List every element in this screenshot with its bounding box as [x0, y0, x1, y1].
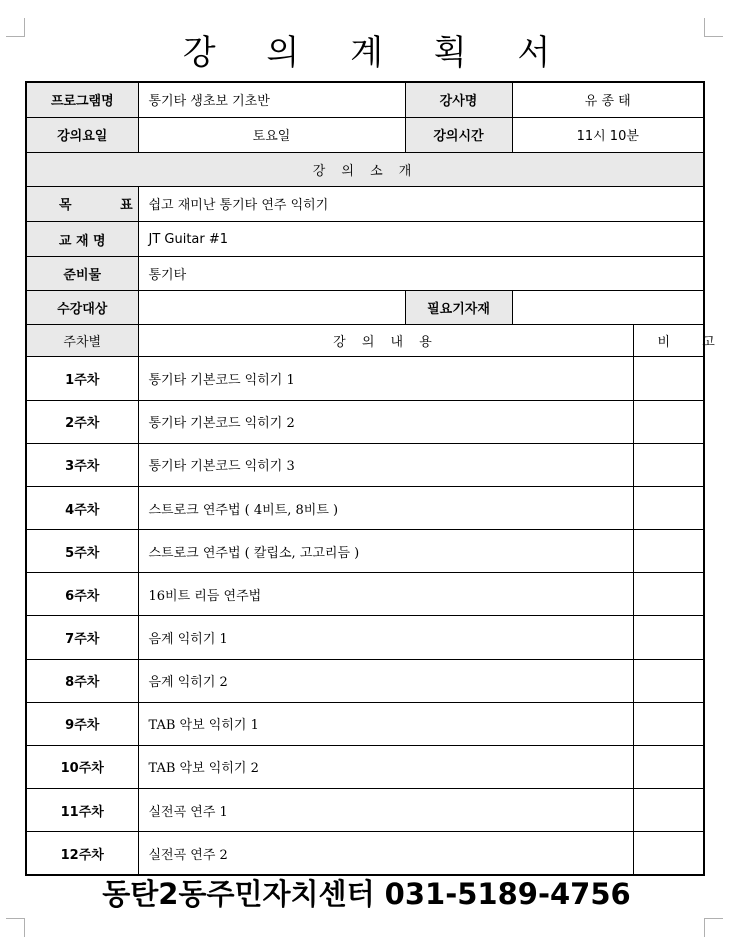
week-content: 음계 익히기 2 [138, 659, 633, 702]
day-label: 강의요일 [26, 117, 138, 152]
week-content: 통기타 기본코드 익히기 2 [138, 400, 633, 443]
row-textbook [26, 222, 704, 257]
week-note [633, 400, 704, 443]
week-content: 통기타 기본코드 익히기 3 [138, 443, 633, 486]
lecture-plan-table [25, 81, 729, 876]
equipment-value [512, 291, 704, 325]
week-row [26, 616, 704, 659]
week-note [633, 616, 704, 659]
week-row [26, 357, 704, 400]
row-program [26, 82, 704, 117]
week-number: 11주차 [26, 789, 138, 832]
week-number: 5주차 [26, 530, 138, 573]
week-number: 4주차 [26, 486, 138, 529]
document-title: 강 의 계 획 서 [182, 33, 571, 73]
week-content: 스트로크 연주법 ( 4비트, 8비트 ) [138, 486, 633, 529]
week-number: 9주차 [26, 702, 138, 745]
week-number: 8주차 [26, 659, 138, 702]
week-content: 통기타 기본코드 익히기 1 [138, 357, 633, 400]
week-row [26, 400, 704, 443]
week-row [26, 832, 704, 875]
week-content: TAB 악보 익히기 2 [138, 745, 633, 788]
program-value: 통기타 생초보 기초반 [138, 82, 405, 117]
goal-value: 쉽고 재미난 통기타 연주 익히기 [138, 186, 704, 221]
instructor-value: 유 종 태 [512, 82, 704, 117]
week-number: 1주차 [26, 357, 138, 400]
time-value: 11시 10분 [512, 117, 704, 152]
crop-mark-bottom-left [6, 918, 25, 937]
footer-contact: 동탄2동주민자치센터 031-5189-4756 [102, 877, 631, 911]
row-schedule-info [26, 117, 704, 152]
week-number: 10주차 [26, 745, 138, 788]
textbook-label: 교 재 명 [26, 222, 138, 257]
equipment-label: 필요기자재 [405, 291, 512, 325]
intro-header: 강 의 소 개 [26, 152, 704, 186]
week-number: 12주차 [26, 832, 138, 875]
supplies-value: 통기타 [138, 257, 704, 291]
crop-mark-bottom-right [704, 918, 723, 937]
week-row [26, 659, 704, 702]
row-target [26, 291, 704, 325]
program-label: 프로그램명 [26, 82, 138, 117]
week-content: 실전곡 연주 1 [138, 789, 633, 832]
week-number: 6주차 [26, 573, 138, 616]
week-row [26, 530, 704, 573]
note-header: 비 고 [633, 325, 704, 357]
week-row [26, 573, 704, 616]
goal-label: 목 표 [26, 186, 138, 221]
week-row [26, 789, 704, 832]
week-note [633, 573, 704, 616]
week-number: 3주차 [26, 443, 138, 486]
row-schedule-header [26, 325, 704, 357]
textbook-value: JT Guitar #1 [138, 222, 704, 257]
week-note [633, 443, 704, 486]
week-note [633, 357, 704, 400]
instructor-label: 강사명 [405, 82, 512, 117]
week-content: 스트로크 연주법 ( 칼립소, 고고리듬 ) [138, 530, 633, 573]
week-note [633, 702, 704, 745]
week-number: 7주차 [26, 616, 138, 659]
week-content: 16비트 리듬 연주법 [138, 573, 633, 616]
week-note [633, 832, 704, 875]
week-content: 음계 익히기 1 [138, 616, 633, 659]
day-value: 토요일 [138, 117, 405, 152]
week-note [633, 789, 704, 832]
week-content: TAB 악보 익히기 1 [138, 702, 633, 745]
week-number: 2주차 [26, 400, 138, 443]
supplies-label: 준비물 [26, 257, 138, 291]
week-note [633, 745, 704, 788]
content-header: 강 의 내 용 [138, 325, 633, 357]
row-goal [26, 186, 704, 221]
week-row [26, 745, 704, 788]
target-label: 수강대상 [26, 291, 138, 325]
week-row [26, 443, 704, 486]
week-row [26, 702, 704, 745]
week-note [633, 530, 704, 573]
week-header: 주차별 [26, 325, 138, 357]
week-row [26, 486, 704, 529]
row-intro-header [26, 152, 704, 186]
week-content: 실전곡 연주 2 [138, 832, 633, 875]
week-note [633, 486, 704, 529]
time-label: 강의시간 [405, 117, 512, 152]
row-supplies [26, 257, 704, 291]
week-note [633, 659, 704, 702]
target-value [138, 291, 405, 325]
